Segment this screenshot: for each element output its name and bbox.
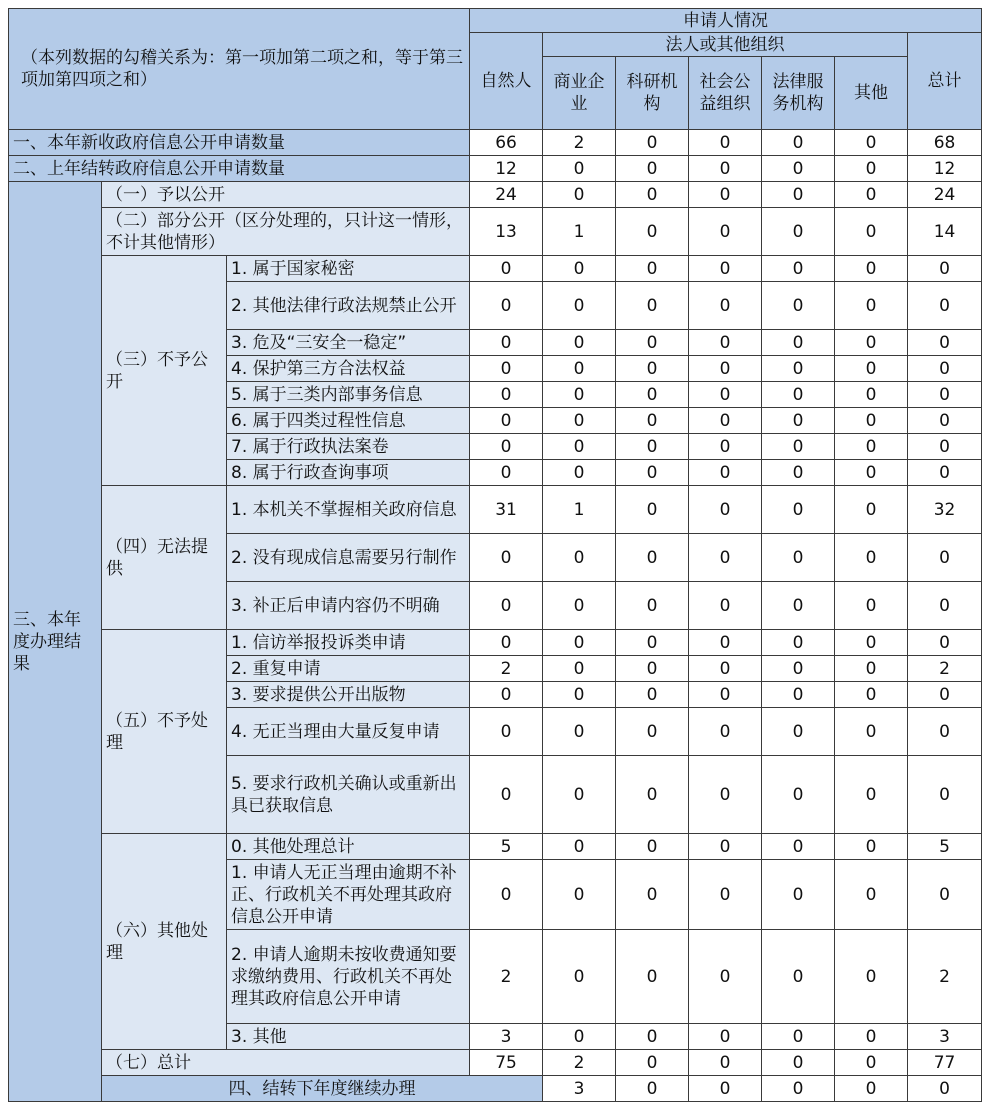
cell-value: 0 <box>616 182 689 208</box>
cell-value: 0 <box>543 630 616 656</box>
cell-value: 1 <box>543 208 616 256</box>
cell-value: 0 <box>470 756 543 834</box>
cell-value: 0 <box>835 834 908 860</box>
cell-value: 0 <box>835 656 908 682</box>
cell-value: 0 <box>762 656 835 682</box>
group-label: （六）其他处理 <box>102 834 227 1050</box>
cell-value: 0 <box>762 282 835 330</box>
cell-value: 0 <box>835 182 908 208</box>
cell-value: 0 <box>543 582 616 630</box>
cell-value: 0 <box>762 1076 835 1102</box>
cell-value: 2 <box>908 930 982 1024</box>
cell-value: 75 <box>470 1050 543 1076</box>
cell-value: 0 <box>543 460 616 486</box>
total-header: 总计 <box>908 33 982 130</box>
row-label: 四、结转下年度继续办理 <box>102 1076 543 1102</box>
cell-value: 0 <box>543 382 616 408</box>
cell-value: 0 <box>543 182 616 208</box>
cell-value: 0 <box>835 256 908 282</box>
cell-value: 0 <box>470 582 543 630</box>
cell-value: 0 <box>543 708 616 756</box>
cell-value: 0 <box>616 1024 689 1050</box>
cell-value: 0 <box>908 1076 982 1102</box>
cell-value: 0 <box>616 208 689 256</box>
cell-value: 1 <box>543 486 616 534</box>
cell-value: 0 <box>689 756 762 834</box>
cell-value: 0 <box>762 708 835 756</box>
cell-value: 0 <box>543 330 616 356</box>
cell-value: 0 <box>543 834 616 860</box>
cell-value: 68 <box>908 130 982 156</box>
cell-value: 0 <box>762 408 835 434</box>
section3-label: 三、本年度办理结果 <box>9 182 102 1102</box>
cell-value: 5 <box>470 834 543 860</box>
cell-value: 0 <box>908 682 982 708</box>
column-note: （本列数据的勾稽关系为：第一项加第二项之和，等于第三项加第四项之和） <box>9 9 470 130</box>
cell-value: 0 <box>762 182 835 208</box>
cell-value: 0 <box>762 1024 835 1050</box>
cell-value: 0 <box>835 330 908 356</box>
cell-value: 0 <box>762 330 835 356</box>
cell-value: 13 <box>470 208 543 256</box>
cell-value: 0 <box>543 434 616 460</box>
cell-value: 0 <box>689 834 762 860</box>
cell-value: 0 <box>762 930 835 1024</box>
cell-value: 0 <box>908 282 982 330</box>
cell-value: 0 <box>470 682 543 708</box>
cell-value: 0 <box>689 656 762 682</box>
cell-value: 0 <box>908 534 982 582</box>
cell-value: 0 <box>689 408 762 434</box>
cell-value: 0 <box>762 486 835 534</box>
commercial-header: 商业企业 <box>543 57 616 130</box>
row-label: 8. 属于行政查询事项 <box>227 460 470 486</box>
cell-value: 0 <box>470 382 543 408</box>
cell-value: 0 <box>543 756 616 834</box>
cell-value: 31 <box>470 486 543 534</box>
cell-value: 0 <box>470 708 543 756</box>
cell-value: 0 <box>616 1050 689 1076</box>
cell-value: 0 <box>762 130 835 156</box>
row-label: 3. 补正后申请内容仍不明确 <box>227 582 470 630</box>
row-label: 1. 申请人无正当理由逾期不补正、行政机关不再处理其政府信息公开申请 <box>227 860 470 930</box>
cell-value: 0 <box>762 834 835 860</box>
cell-value: 0 <box>689 130 762 156</box>
cell-value: 0 <box>835 534 908 582</box>
cell-value: 0 <box>835 930 908 1024</box>
cell-value: 66 <box>470 130 543 156</box>
cell-value: 0 <box>616 708 689 756</box>
cell-value: 2 <box>543 130 616 156</box>
group-label: （三）不予公开 <box>102 256 227 486</box>
cell-value: 0 <box>616 756 689 834</box>
cell-value: 0 <box>543 282 616 330</box>
cell-value: 0 <box>616 408 689 434</box>
cell-value: 2 <box>470 656 543 682</box>
cell-value: 0 <box>762 756 835 834</box>
cell-value: 0 <box>689 682 762 708</box>
cell-value: 0 <box>616 356 689 382</box>
natural-person-header: 自然人 <box>470 33 543 130</box>
cell-value: 12 <box>908 156 982 182</box>
cell-value: 0 <box>616 1076 689 1102</box>
cell-value: 0 <box>762 460 835 486</box>
cell-value: 0 <box>543 682 616 708</box>
cell-value: 0 <box>616 330 689 356</box>
cell-value: 0 <box>616 256 689 282</box>
cell-value: 0 <box>908 434 982 460</box>
cell-value: 0 <box>689 356 762 382</box>
cell-value: 24 <box>908 182 982 208</box>
cell-value: 0 <box>543 356 616 382</box>
cell-value: 0 <box>689 182 762 208</box>
cell-value: 0 <box>470 330 543 356</box>
cell-value: 0 <box>908 860 982 930</box>
cell-value: 0 <box>835 1024 908 1050</box>
cell-value: 0 <box>908 460 982 486</box>
row-label: 1. 信访举报投诉类申请 <box>227 630 470 656</box>
group-label: （五）不予处理 <box>102 630 227 834</box>
cell-value: 0 <box>689 534 762 582</box>
cell-value: 0 <box>908 356 982 382</box>
cell-value: 0 <box>908 630 982 656</box>
cell-value: 0 <box>689 282 762 330</box>
other-header: 其他 <box>835 57 908 130</box>
cell-value: 0 <box>835 434 908 460</box>
cell-value: 0 <box>835 756 908 834</box>
row-label: 2. 其他法律行政法规禁止公开 <box>227 282 470 330</box>
cell-value: 0 <box>616 656 689 682</box>
row-label: 一、本年新收政府信息公开申请数量 <box>9 130 470 156</box>
cell-value: 0 <box>762 256 835 282</box>
cell-value: 0 <box>689 930 762 1024</box>
row-label: 5. 要求行政机关确认或重新出具已获取信息 <box>227 756 470 834</box>
row-label: （一）予以公开 <box>102 182 470 208</box>
row-label: （七）总计 <box>102 1050 470 1076</box>
cell-value: 0 <box>762 208 835 256</box>
cell-value: 2 <box>543 1050 616 1076</box>
cell-value: 0 <box>470 356 543 382</box>
cell-value: 0 <box>616 460 689 486</box>
cell-value: 0 <box>689 486 762 534</box>
cell-value: 0 <box>835 356 908 382</box>
cell-value: 0 <box>616 930 689 1024</box>
cell-value: 0 <box>689 208 762 256</box>
cell-value: 0 <box>470 630 543 656</box>
cell-value: 0 <box>762 860 835 930</box>
cell-value: 0 <box>470 860 543 930</box>
legal-group-header: 法人或其他组织 <box>543 33 908 57</box>
cell-value: 0 <box>616 834 689 860</box>
cell-value: 0 <box>616 130 689 156</box>
disclosure-table <box>8 8 982 1102</box>
cell-value: 77 <box>908 1050 982 1076</box>
cell-value: 0 <box>689 1076 762 1102</box>
cell-value: 0 <box>689 460 762 486</box>
cell-value: 0 <box>835 1076 908 1102</box>
cell-value: 24 <box>470 182 543 208</box>
group-label: （四）无法提供 <box>102 486 227 630</box>
cell-value: 0 <box>616 156 689 182</box>
cell-value: 0 <box>835 382 908 408</box>
cell-value: 0 <box>689 708 762 756</box>
cell-value: 0 <box>835 682 908 708</box>
cell-value: 0 <box>543 256 616 282</box>
cell-value: 2 <box>470 930 543 1024</box>
cell-value: 0 <box>470 534 543 582</box>
cell-value: 0 <box>689 434 762 460</box>
cell-value: 12 <box>470 156 543 182</box>
cell-value: 0 <box>835 408 908 434</box>
row-label: 3. 其他 <box>227 1024 470 1050</box>
cell-value: 0 <box>470 408 543 434</box>
cell-value: 0 <box>689 630 762 656</box>
cell-value: 0 <box>543 156 616 182</box>
cell-value: 0 <box>908 330 982 356</box>
cell-value: 2 <box>908 656 982 682</box>
cell-value: 0 <box>470 282 543 330</box>
row-label: 3. 要求提供公开出版物 <box>227 682 470 708</box>
cell-value: 0 <box>762 630 835 656</box>
cell-value: 0 <box>616 282 689 330</box>
cell-value: 0 <box>689 256 762 282</box>
cell-value: 0 <box>543 656 616 682</box>
applicant-situation-header: 申请人情况 <box>470 9 982 33</box>
row-label: 2. 申请人逾期未按收费通知要求缴纳费用、行政机关不再处理其政府信息公开申请 <box>227 930 470 1024</box>
row-label: 2. 没有现成信息需要另行制作 <box>227 534 470 582</box>
cell-value: 0 <box>835 130 908 156</box>
cell-value: 0 <box>543 930 616 1024</box>
cell-value: 0 <box>835 582 908 630</box>
cell-value: 0 <box>908 408 982 434</box>
cell-value: 0 <box>835 282 908 330</box>
cell-value: 0 <box>908 582 982 630</box>
row-label: 二、上年结转政府信息公开申请数量 <box>9 156 470 182</box>
cell-value: 0 <box>689 582 762 630</box>
row-label: 0. 其他处理总计 <box>227 834 470 860</box>
row-label: （二）部分公开（区分处理的，只计这一情形，不计其他情形） <box>102 208 470 256</box>
cell-value: 14 <box>908 208 982 256</box>
cell-value: 0 <box>762 534 835 582</box>
cell-value: 0 <box>908 708 982 756</box>
cell-value: 0 <box>835 1050 908 1076</box>
cell-value: 0 <box>689 330 762 356</box>
cell-value: 0 <box>616 630 689 656</box>
row-label: 3. 危及“三安全一稳定” <box>227 330 470 356</box>
cell-value: 3 <box>908 1024 982 1050</box>
cell-value: 0 <box>835 460 908 486</box>
cell-value: 3 <box>470 1024 543 1050</box>
cell-value: 0 <box>908 756 982 834</box>
cell-value: 0 <box>616 434 689 460</box>
cell-value: 32 <box>908 486 982 534</box>
cell-value: 0 <box>762 582 835 630</box>
cell-value: 0 <box>616 486 689 534</box>
row-label: 4. 无正当理由大量反复申请 <box>227 708 470 756</box>
row-label: 7. 属于行政执法案卷 <box>227 434 470 460</box>
cell-value: 0 <box>470 256 543 282</box>
cell-value: 0 <box>762 434 835 460</box>
cell-value: 0 <box>762 156 835 182</box>
cell-value: 0 <box>543 1024 616 1050</box>
cell-value: 0 <box>689 860 762 930</box>
cell-value: 5 <box>908 834 982 860</box>
cell-value: 0 <box>689 156 762 182</box>
cell-value: 0 <box>689 1050 762 1076</box>
cell-value: 0 <box>470 434 543 460</box>
cell-value: 3 <box>543 1076 616 1102</box>
cell-value: 0 <box>835 156 908 182</box>
legal-service-header: 法律服务机构 <box>762 57 835 130</box>
cell-value: 0 <box>470 460 543 486</box>
cell-value: 0 <box>616 682 689 708</box>
cell-value: 0 <box>908 256 982 282</box>
cell-value: 0 <box>908 382 982 408</box>
cell-value: 0 <box>835 630 908 656</box>
row-label: 1. 属于国家秘密 <box>227 256 470 282</box>
row-label: 4. 保护第三方合法权益 <box>227 356 470 382</box>
row-label: 5. 属于三类内部事务信息 <box>227 382 470 408</box>
cell-value: 0 <box>762 682 835 708</box>
cell-value: 0 <box>689 382 762 408</box>
research-header: 科研机构 <box>616 57 689 130</box>
cell-value: 0 <box>616 582 689 630</box>
cell-value: 0 <box>543 534 616 582</box>
cell-value: 0 <box>616 860 689 930</box>
cell-value: 0 <box>835 860 908 930</box>
cell-value: 0 <box>616 382 689 408</box>
cell-value: 0 <box>543 860 616 930</box>
cell-value: 0 <box>762 356 835 382</box>
cell-value: 0 <box>835 486 908 534</box>
cell-value: 0 <box>835 708 908 756</box>
cell-value: 0 <box>616 534 689 582</box>
row-label: 2. 重复申请 <box>227 656 470 682</box>
cell-value: 0 <box>762 382 835 408</box>
cell-value: 0 <box>835 208 908 256</box>
cell-value: 0 <box>762 1050 835 1076</box>
social-header: 社会公益组织 <box>689 57 762 130</box>
row-label: 1. 本机关不掌握相关政府信息 <box>227 486 470 534</box>
cell-value: 0 <box>689 1024 762 1050</box>
cell-value: 0 <box>543 408 616 434</box>
row-label: 6. 属于四类过程性信息 <box>227 408 470 434</box>
